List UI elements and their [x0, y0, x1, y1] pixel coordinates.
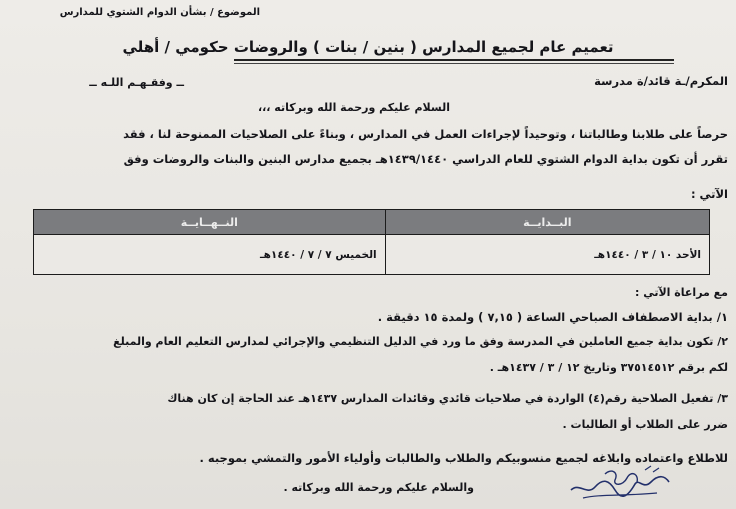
- paragraph-line-2: تقرر أن تكون بداية الدوام الشتوي للعام الدراسي ١٤٣٩/١٤٤٠هـ بجميع مدارس البنين والبنات والروضات وفق: [123, 152, 728, 166]
- subject-line: الموضوع / بشأن الدوام الشتوي للمدارس: [59, 7, 260, 18]
- table-row: [34, 235, 710, 275]
- blessing-line: ــ وفقـهـم اللـه ــ: [89, 76, 184, 89]
- title-underline-thin: [234, 63, 674, 64]
- instruction-line: للاطلاع واعتماده وابلاغه لجميع منسوبيكم والطلاب والطالبات وأولياء الأمور والتمشي بموجبه .: [199, 451, 728, 465]
- header-end: النــهــايــة: [34, 210, 386, 235]
- schedule-table: [33, 209, 710, 275]
- signature-icon: [565, 460, 675, 505]
- closing-line: والسلام عليكم ورحمة الله وبركاته .: [283, 481, 474, 494]
- list-item-2-line-2: لكم برقم ٣٧٥١٤٥١٢ وتاريخ ١٢ / ٣ / ١٤٣٧هـ .: [489, 361, 728, 374]
- table-header-row: [34, 210, 710, 235]
- document-title: تعميم عام لجميع المدارس ( بنين / بنات ) والروضات حكومي / أهلي: [122, 38, 614, 56]
- header-start: البــدايــة: [385, 210, 709, 235]
- list-item-3-line-1: ٣/ تفعيل الصلاحية رقم(٤) الواردة في صلاحيات قائدي وقائدات المدارس ١٤٣٧هـ عند الحاجة إن كان هناك: [167, 392, 728, 405]
- list-item-3-line-2: ضرر على الطلاب أو الطالبات .: [562, 418, 728, 431]
- start-date-cell: الأحد ١٠ / ٣ / ١٤٤٠هـ: [385, 235, 709, 275]
- paragraph-line-1: حرصاً على طلابنا وطالباتنا ، وتوحيداً لإجراءات العمل في المدارس ، وبناءً على الصلاحيات الممنوحة لنا ، فقد: [123, 127, 728, 141]
- title-underline: [234, 59, 674, 61]
- greeting-line: السلام عليكم ورحمة الله وبركاته ،،،: [257, 101, 450, 114]
- addressee-line: المكرم/ـة قائد/ة مدرسة: [594, 74, 728, 88]
- list-item-2-line-1: ٢/ تكون بداية جميع العاملين في المدرسة وفق ما ورد في الدليل التنظيمي والإجرائي لمدارس التعليم العام والمبلغ: [113, 335, 728, 348]
- list-item-1: ١/ بداية الاصطفاف الصباحي الساعة ( ٧,١٥ ) ولمدة ١٥ دقيقة .: [377, 310, 728, 324]
- note-heading: مع مراعاة الآتي :: [635, 286, 728, 299]
- paragraph-line-3: الآتي :: [690, 187, 728, 201]
- end-date-cell: الخميس ٧ / ٧ / ١٤٤٠هـ: [34, 235, 386, 275]
